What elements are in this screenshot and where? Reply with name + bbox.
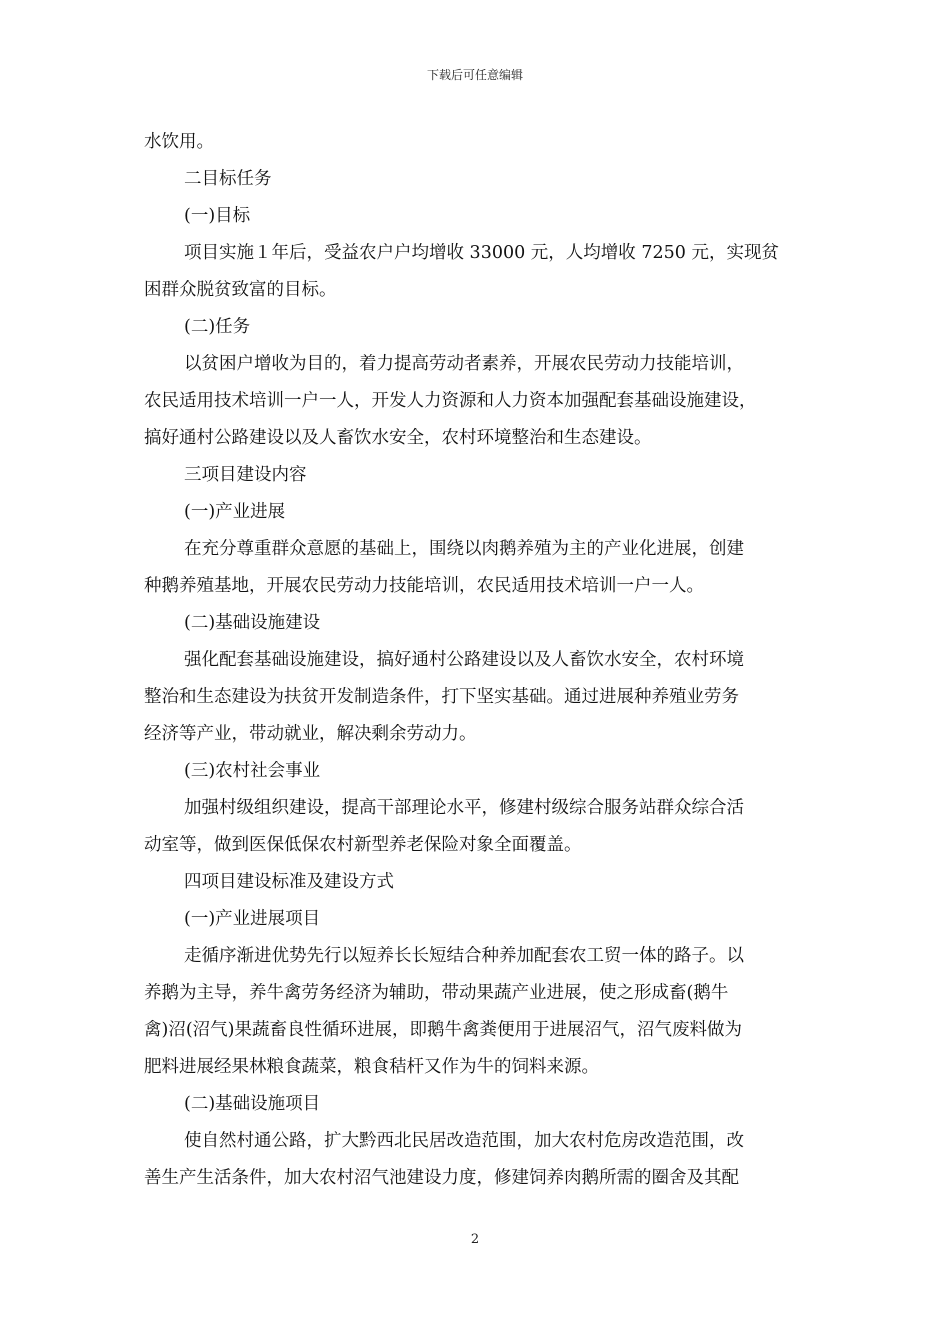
text-line: (二)基础设施建设 bbox=[184, 613, 321, 633]
page-number: 2 bbox=[470, 1232, 480, 1247]
text-line: 水饮用。 bbox=[144, 132, 214, 152]
text-line: (一)目标 bbox=[184, 206, 251, 226]
text-line: 整治和生态建设为扶贫开发制造条件，打下坚实基础。通过进展种养殖业劳务 bbox=[144, 687, 739, 707]
text-line: 种鹅养殖基地，开展农民劳动力技能培训，农民适用技术培训一户一人。 bbox=[144, 576, 704, 596]
text-line: 走循序渐进优势先行以短养长长短结合种养加配套农工贸一体的路子。以 bbox=[184, 946, 744, 966]
text-line: 经济等产业，带动就业，解决剩余劳动力。 bbox=[144, 724, 477, 744]
text-line: 动室等，做到医保低保农村新型养老保险对象全面覆盖。 bbox=[144, 835, 582, 855]
text-line: 以贫困户增收为目的，着力提高劳动者素养，开展农民劳动力技能培训， bbox=[184, 354, 744, 374]
text-line: 困群众脱贫致富的目标。 bbox=[144, 280, 337, 300]
text-line: 三项目建设内容 bbox=[184, 465, 307, 485]
text-line: 肥料进展经果林粮食蔬菜，粮食秸杆又作为牛的饲料来源。 bbox=[144, 1057, 599, 1077]
text-line: (一)产业进展项目 bbox=[184, 909, 321, 929]
text-line: 二目标任务 bbox=[184, 169, 272, 189]
text-line: 强化配套基础设施建设，搞好通村公路建设以及人畜饮水安全，农村环境 bbox=[184, 650, 744, 670]
text-line: 项目实施１年后，受益农户户均增收 33000 元，人均增收 7250 元，实现贫 bbox=[184, 243, 779, 263]
text-line: 在充分尊重群众意愿的基础上，围绕以肉鹅养殖为主的产业化进展，创建 bbox=[184, 539, 744, 559]
text-line: 加强村级组织建设，提高干部理论水平，修建村级综合服务站群众综合活 bbox=[184, 798, 744, 818]
text-line: 善生产生活条件，加大农村沼气池建设力度，修建饲养肉鹅所需的圈舍及其配 bbox=[144, 1168, 739, 1188]
text-line: 养鹅为主导，养牛禽劳务经济为辅助，带动果蔬产业进展，使之形成畜(鹅牛 bbox=[144, 983, 729, 1003]
text-line: (一)产业进展 bbox=[184, 502, 286, 522]
document-body bbox=[144, 124, 820, 1197]
text-line: 四项目建设标准及建设方式 bbox=[184, 872, 394, 892]
text-line: 禽)沼(沼气)果蔬畜良性循环进展，即鹅牛禽粪便用于进展沼气，沼气废料做为 bbox=[144, 1020, 742, 1040]
text-line: 农民适用技术培训一户一人，开发人力资源和人力资本加强配套基础设施建设， bbox=[144, 391, 757, 411]
text-line: 使自然村通公路，扩大黔西北民居改造范围，加大农村危房改造范围，改 bbox=[184, 1131, 744, 1151]
text-line: (三)农村社会事业 bbox=[184, 761, 321, 781]
page-header-note: 下载后可任意编辑 bbox=[426, 68, 523, 82]
text-line: (二)基础设施项目 bbox=[184, 1094, 321, 1114]
text-line: (二)任务 bbox=[184, 317, 251, 337]
text-line: 搞好通村公路建设以及人畜饮水安全，农村环境整治和生态建设。 bbox=[144, 428, 652, 448]
